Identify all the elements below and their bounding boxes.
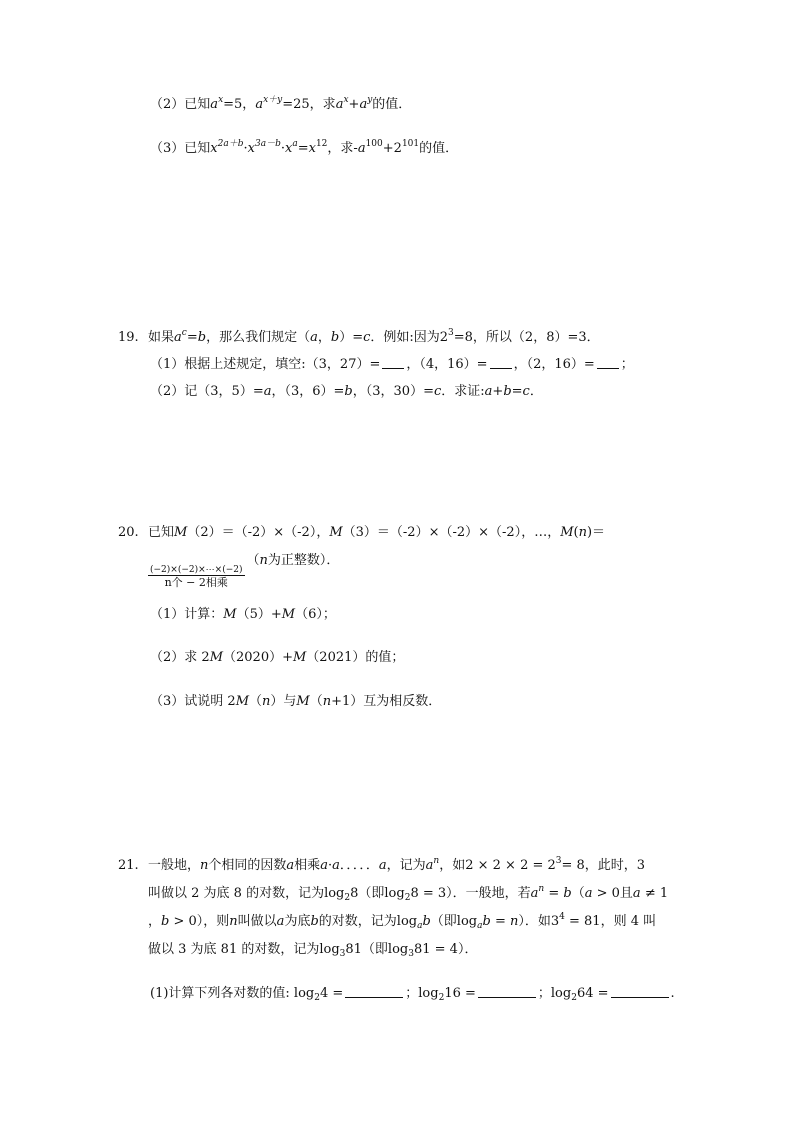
var: M <box>292 650 307 665</box>
var: n <box>229 914 238 929</box>
var: a <box>210 97 219 112</box>
var: c <box>433 384 442 399</box>
exp: 3 <box>555 856 562 866</box>
text: 81（即log <box>345 942 409 957</box>
exp: y <box>367 95 373 105</box>
var: a <box>255 97 264 112</box>
var: M <box>329 525 343 540</box>
var: a <box>310 330 318 345</box>
q21-line5 <box>150 985 675 1003</box>
text: =8，所以（2，8）=3． <box>453 330 600 345</box>
text: 81 = 4）． <box>413 942 478 957</box>
text: （3）试说明 2 <box>150 694 236 709</box>
subscript: 2 <box>438 993 445 1003</box>
q21-line4 <box>148 941 477 959</box>
text: （ <box>309 694 323 709</box>
text: =5， <box>223 97 256 112</box>
text: = 8，此时，3 <box>561 858 646 873</box>
var: a <box>335 97 344 112</box>
text: = <box>490 914 510 929</box>
q20-line3 <box>150 606 336 624</box>
text: 的值． <box>419 141 459 156</box>
text: ）与 <box>270 694 297 709</box>
var: a <box>320 858 328 873</box>
q21-line2 <box>148 885 668 903</box>
q20-line4 <box>150 649 404 667</box>
var: b <box>482 914 491 929</box>
exp: 101 <box>401 139 420 149</box>
exp: 100 <box>365 139 383 149</box>
text: ．例如:因为2 <box>370 330 449 345</box>
text: (1)计算下列各对数的值: log <box>150 986 315 1001</box>
q19-line2 <box>150 356 634 374</box>
answer-blank[interactable] <box>382 356 404 369</box>
exp: x＋y <box>263 95 283 105</box>
text: （1）计算： <box>150 607 224 622</box>
var: M <box>560 525 574 540</box>
var: x <box>284 141 293 156</box>
text: 为底 <box>284 914 311 929</box>
q18-part3 <box>150 140 458 158</box>
var: b <box>563 886 572 901</box>
var: b <box>330 330 340 345</box>
text: ，那么我们规定（ <box>206 330 311 345</box>
text: = <box>511 384 523 399</box>
text: （2）求 2 <box>150 650 210 665</box>
exp: 2a＋b <box>217 139 244 149</box>
q21-line3 <box>148 913 656 931</box>
subscript: 2 <box>404 893 411 903</box>
text: ．．．．． <box>339 858 379 873</box>
var: a <box>584 886 593 901</box>
q18-part2 <box>150 96 411 114</box>
answer-blank[interactable] <box>597 356 619 369</box>
var: a <box>174 330 182 345</box>
text: > 0），则 <box>169 914 230 929</box>
part-number: （2） <box>150 97 185 112</box>
text: ， <box>317 330 331 345</box>
subscript: 3 <box>339 949 346 959</box>
text: 已知 <box>184 141 211 156</box>
text: = 81，则 4 叫 <box>564 914 657 929</box>
subscript: 2 <box>571 993 577 1003</box>
var: M <box>296 694 310 709</box>
text: 叫做以 <box>237 914 277 929</box>
var: M <box>223 607 237 622</box>
subscript: 2 <box>344 893 351 903</box>
text: ； <box>620 357 634 372</box>
var: c <box>363 330 371 345</box>
text: 做以 3 为底 81 的对数，记为log <box>148 942 340 957</box>
text: · <box>243 141 248 156</box>
exp: 3a－b <box>254 139 281 149</box>
var: b <box>503 384 512 399</box>
text: · <box>280 141 285 156</box>
text: . <box>670 986 675 1001</box>
exp: a <box>292 139 298 149</box>
text: 的值． <box>372 97 412 112</box>
subscript: 3 <box>408 949 414 959</box>
text: （2）记（3，5）= <box>150 384 264 399</box>
text: ，如2 × 2 × 2 = 2 <box>439 858 556 873</box>
var: M <box>174 525 188 540</box>
text: 已知 <box>148 525 175 540</box>
text: ≠ 1 <box>640 886 669 901</box>
text: =25，求 <box>282 97 336 112</box>
text: （2021）的值； <box>306 650 405 665</box>
q20-line2 <box>148 552 339 589</box>
var: a <box>276 914 285 929</box>
answer-blank[interactable] <box>345 985 403 998</box>
var: a <box>530 886 539 901</box>
text: （2）＝（-2）×（-2）， <box>187 525 330 540</box>
text: ． <box>529 384 543 399</box>
text: ）．如3 <box>518 914 560 929</box>
exp: n <box>538 884 545 894</box>
text: 4 = <box>319 986 344 1001</box>
var: b <box>422 914 431 929</box>
text: （1）根据上述规定，填空:（3，27）= <box>150 357 381 372</box>
text: （ <box>571 886 585 901</box>
text: ，（4，16）= <box>406 357 488 372</box>
text: （3）＝（-2）×（-2）×（-2），…， <box>342 525 561 540</box>
var: a <box>357 141 366 156</box>
q21-line1 <box>118 857 645 875</box>
var: x <box>210 141 218 156</box>
var: M <box>281 607 296 622</box>
text: 为正整数）． <box>267 553 340 568</box>
var: x <box>247 141 255 156</box>
q20-line5 <box>150 693 441 711</box>
text: +1）互为相反数． <box>331 694 442 709</box>
exp: n <box>433 856 440 866</box>
text: ）= <box>339 330 364 345</box>
var: a <box>359 97 368 112</box>
text: +2 <box>382 141 402 156</box>
var: a <box>286 858 295 873</box>
var: a <box>425 858 434 873</box>
question-number: 20. <box>118 525 139 540</box>
text: 叫做以 2 为底 8 的对数，记为log <box>148 886 345 901</box>
text: （5）+ <box>236 607 282 622</box>
text: ，（2，16）= <box>513 357 595 372</box>
text: · <box>327 858 333 873</box>
text: ，求- <box>327 141 358 156</box>
q19-line1 <box>118 329 600 347</box>
exp: x <box>218 95 224 105</box>
var: b <box>310 914 319 929</box>
var: a <box>632 886 641 901</box>
exp: 3 <box>448 328 454 338</box>
answer-blank[interactable] <box>611 985 669 998</box>
var: a <box>484 384 493 399</box>
exp: c <box>181 328 187 338</box>
var: n <box>259 553 268 568</box>
text: 如果 <box>148 330 175 345</box>
text: ，（3，30）= <box>352 384 434 399</box>
text: 16 = <box>444 986 476 1001</box>
var: a <box>263 384 272 399</box>
text: 8（即log <box>350 886 405 901</box>
var: n <box>322 694 332 709</box>
text: 64 = <box>576 986 609 1001</box>
text: )＝ <box>586 525 606 540</box>
text: 的对数，记为log <box>318 914 418 929</box>
text: （ <box>246 553 260 568</box>
text: （ <box>249 694 263 709</box>
text: ；log <box>537 986 572 1001</box>
subscript: 2 <box>314 993 320 1003</box>
subscript: a <box>417 921 423 931</box>
part-number: （3） <box>150 141 185 156</box>
text: > 0且 <box>592 886 633 901</box>
text: ．求证: <box>441 384 485 399</box>
var: M <box>235 694 249 709</box>
text: 相乘 <box>294 858 321 873</box>
text: ；log <box>405 986 439 1001</box>
q20-line1 <box>118 524 605 542</box>
var: a <box>332 858 340 873</box>
var: b <box>161 914 170 929</box>
text: 8 = 3）．一般地，若 <box>410 886 531 901</box>
text: ，（3，6）= <box>271 384 345 399</box>
subscript: a <box>477 921 483 931</box>
exp: 12 <box>315 139 328 149</box>
q19-line3 <box>150 383 543 401</box>
var: b <box>197 330 207 345</box>
var: c <box>522 384 530 399</box>
text: = <box>186 330 198 345</box>
var: n <box>262 694 271 709</box>
text: = <box>544 886 564 901</box>
exp: 4 <box>559 912 565 922</box>
text: ，记为 <box>386 858 426 873</box>
text: （2020）+ <box>223 650 293 665</box>
text: + <box>348 97 360 112</box>
text: + <box>492 384 504 399</box>
var: n <box>509 914 519 929</box>
var: n <box>200 858 209 873</box>
var: b <box>344 384 353 399</box>
text: ， <box>148 914 162 929</box>
text: 已知 <box>184 97 211 112</box>
var: a <box>378 858 387 873</box>
text: （即log <box>430 914 478 929</box>
text: （6）； <box>295 607 336 622</box>
fraction-bottom: n个 − 2相乘 <box>164 576 228 589</box>
text: ( <box>573 525 579 540</box>
text: 一般地， <box>148 858 201 873</box>
exp: x <box>343 95 349 105</box>
product-fraction <box>148 565 245 589</box>
answer-blank[interactable] <box>478 985 536 998</box>
text: = <box>297 141 309 156</box>
answer-blank[interactable] <box>490 356 512 369</box>
question-number: 21. <box>118 858 139 873</box>
var: x <box>308 141 316 156</box>
question-number: 19. <box>118 330 139 345</box>
var: n <box>578 525 587 540</box>
text: 个相同的因数 <box>208 858 287 873</box>
fraction-top: (−2)×(−2)×⋯×(−2) <box>150 565 243 575</box>
var: M <box>209 650 223 665</box>
